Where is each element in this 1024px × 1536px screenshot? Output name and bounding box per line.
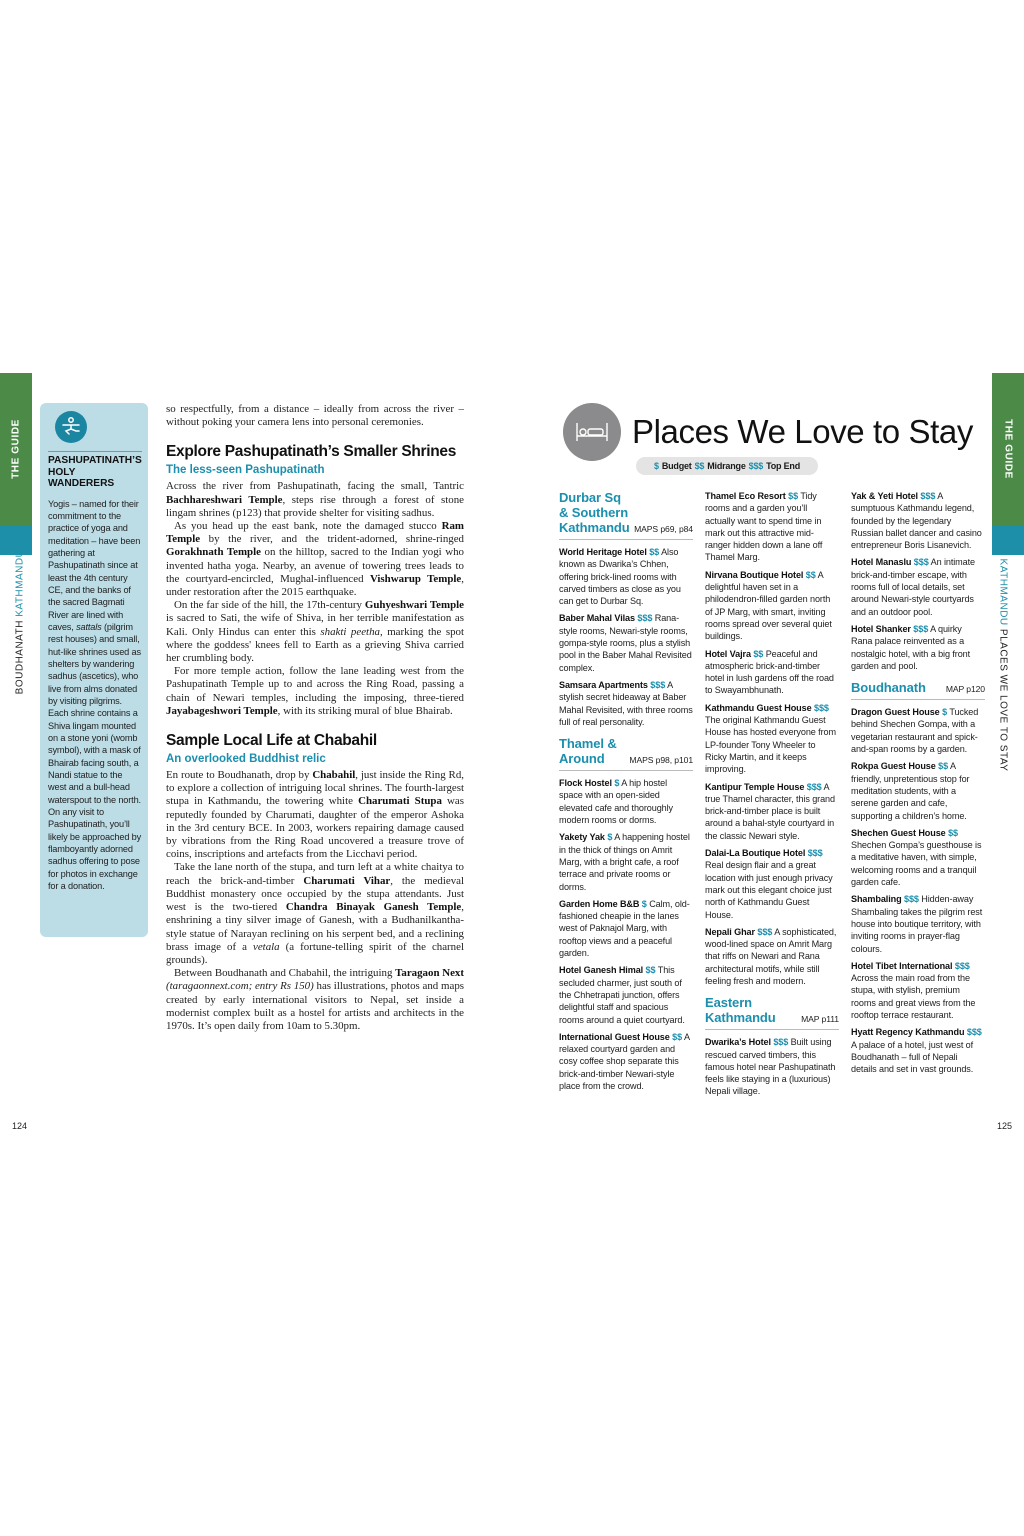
listing-item: [559, 679, 693, 728]
listing-name: Flock Hostel: [559, 778, 612, 789]
listing-item: [851, 706, 985, 755]
listing-description: Peaceful and atmospheric brick-and-timber hotel in lush gardens off the road to Swayambhunath.: [705, 648, 834, 696]
bed-icon: [563, 403, 621, 461]
body-paragraph: [166, 480, 464, 520]
body-paragraph: [166, 861, 464, 967]
listing-name: Hotel Shanker: [851, 623, 911, 634]
listing-description: This secluded charmer, just south of the Chhetrapati junction, offers delightful staff and spacious rooms around a quiet courtyard.: [559, 965, 685, 1025]
listing-description: Also known as Dwarika’s Chhen, offering brick-lined rooms with carved timbers as close as you can get to Durbar Sq.: [559, 547, 681, 607]
bold-term: Chandra Binayak Ganesh Temple: [285, 901, 462, 914]
text-run: , just inside the Ring Rd, to explore a collection of intriguing local shrines. The fourth-largest stupa in Kathmandu, the towering white: [166, 769, 464, 808]
price-legend: $ Budget $$ Midrange $$$ Top End: [636, 457, 818, 475]
area-heading: [851, 680, 985, 700]
text-run: , under restoration after the 2015 earthquake.: [166, 572, 464, 599]
listing-description: Rana-style rooms, Newari-style rooms, gompa-style rooms, plus a stylish pool in the Baber Mahal Revisited complex.: [559, 613, 692, 673]
text-run: , enshrining a tiny silver image of Ganesh, with a Budhanilkantha-style statue of Narayan reclining on his serpent bed, and a reclining brass image of a: [166, 901, 464, 953]
text-run: has illustrations, photos and maps created by early international visitors to Nepal, set inside a modernist complex built as a hostel for artists and architects in the 1970s. It’s open daily from 10am to 5.30pm.: [166, 980, 464, 1032]
listing-description: A palace of a hotel, just west of Boudhanath – full of Nepali details and set in vast grounds.: [851, 1039, 974, 1075]
tab-label: THE GUIDE: [10, 419, 22, 479]
listing-description: Real design flair and a great location with just enough privacy mark out this elegant choice just north of Kathmandu Guest House.: [705, 860, 833, 920]
bold-term: Bachhareshwari Temple: [166, 493, 283, 506]
section-subheading: The less-seen Pashupatinath: [166, 464, 325, 477]
listing-item: [851, 623, 985, 672]
page-number-right: 125: [997, 1121, 1013, 1131]
listing-item: [851, 827, 985, 888]
listing-description: Built using rescued carved timbers, this famous hotel near Pashupatinath feels like staying in a (luxurious) Nepali village.: [705, 1037, 836, 1097]
listing-name: Dwarika’s Hotel: [705, 1037, 771, 1048]
listing-name: Shechen Guest House: [851, 827, 946, 838]
section-subheading: An overlooked Buddhist relic: [166, 753, 326, 766]
yoga-icon: [55, 411, 87, 443]
listing-name: Samsara Apartments: [559, 679, 648, 690]
bold-term: Vishwarup Temple: [369, 572, 462, 585]
price-badge: $$: [753, 648, 764, 659]
sidebar-body: [48, 498, 142, 893]
italic-term: vetala: [253, 940, 280, 953]
area-name: Durbar Sq & Southern Kathmandu: [559, 490, 630, 535]
price-badge: $$$: [813, 702, 829, 713]
stay-header: [563, 403, 983, 483]
listing-description: A sumptuous Kathmandu legend, founded by the legendary Russian ballet dancer and casino entrepreneur Boris Lisanevich.: [851, 491, 982, 551]
text-run: so respectfully, from a distance – ideally from across the river – without poking your camera lens into personal ceremonies.: [166, 403, 464, 429]
price-badge: $$: [805, 569, 816, 580]
listing-item: [705, 490, 839, 564]
price-badge: $$: [948, 827, 958, 838]
listing-name: Dragon Guest House: [851, 707, 940, 718]
body-paragraph: [166, 599, 464, 665]
sidebar-title: PASHUPATINATH’S HOLY WANDERERS: [48, 455, 142, 489]
listing-item: [705, 1036, 839, 1097]
price-badge: $$$: [650, 679, 666, 690]
text-run: , with its striking mural of blue Bhairab.: [277, 704, 453, 717]
listing-description: Calm, old-fashioned cheapie in the lanes west of Paknajol Marg, with rooftop views and a peaceful garden.: [559, 898, 690, 959]
listing-description: Tidy rooms and a garden you’ll actually want to spend time in mark out this attractive mid-ranger hidden down a lane off Thamel Marg.: [705, 491, 823, 563]
text-run: As you head up the east bank, note the damaged stucco: [174, 520, 442, 533]
listing-item: [705, 569, 839, 643]
listing-name: Dalai-La Boutique Hotel: [705, 848, 806, 859]
section-tab-right: [992, 373, 1024, 555]
running-head-city: KATHMANDU: [997, 558, 1009, 626]
listing-item: [559, 546, 693, 607]
italic-term: (taragaonnext.com; entry Rs 150): [166, 980, 314, 993]
listing-name: Thamel Eco Resort: [705, 491, 786, 501]
page-number-left: 124: [12, 1121, 28, 1131]
listings-columns: [559, 490, 985, 1098]
listing-description: A sophisticated, wood-lined space on Amrit Marg that riffs on Newari and Rana architectural motifs, while still feeling fresh and modern.: [705, 926, 837, 986]
listing-item: [705, 702, 839, 776]
price-badge: $$$: [807, 848, 823, 859]
bold-term: Jayabageshwori Temple: [166, 704, 278, 717]
listing-item: [705, 926, 839, 987]
price-badge: $: [607, 832, 613, 843]
price-badge: $$: [649, 547, 660, 557]
text-run: For more temple action, follow the lane leading west from the Pashupatinath Temple up to and across the Ring Road, passing a chain of Newari temples, including the imposing, three-tiered: [166, 665, 464, 704]
text-run: , the medieval Buddhist monastery once occupied by the stupa attendants. Just west is the two-tiered: [166, 874, 464, 914]
price-badge: $$$: [913, 557, 929, 568]
listing-description: A true Thamel character, this grand brick-and-timber place is built around a bahal-style courtyard in the classic Newari style.: [705, 781, 835, 841]
listing-item: [851, 893, 985, 954]
section-tab-left: [0, 373, 32, 555]
listing-description: A relaxed courtyard garden and cosy coffee shop separate this brick-and-timber Newari-style place from the crowd.: [559, 1031, 690, 1091]
price-badge: $$: [938, 761, 949, 772]
intro-paragraph: [166, 403, 464, 429]
listing-item: [559, 777, 693, 826]
listing-name: Rokpa Guest House: [851, 761, 936, 772]
text-run: Yogis – named for their commitment to the practice of yoga and meditation – have been gathering at Pashupatinath since at least the 4th century CE, and the banks of the sacred Bagmati River are lined with caves,: [48, 498, 141, 632]
listing-name: Yakety Yak: [559, 832, 605, 843]
text-run: on the hilltop, sacred to the Indian yogi who invented hatha yoga. Nearby, an avenue of towering trees leads to the courtyard-encircled, Mughal-influenced: [166, 546, 465, 585]
listing-item: [559, 964, 693, 1025]
listing-description: Shechen Gompa’s guesthouse is a meditative haven, with simple, welcoming rooms and a tranquil garden cafe.: [851, 840, 982, 888]
area-map-ref: MAP p111: [801, 1013, 839, 1024]
listing-name: Hotel Tibet International: [851, 960, 953, 971]
listing-name: Baber Mahal Vilas: [559, 613, 635, 624]
section-heading: Explore Pashupatinath’s Smaller Shrines: [166, 443, 457, 461]
bold-term: Ram Temple: [166, 520, 464, 546]
area-map-ref: MAPS p98, p101: [629, 754, 693, 765]
listing-description: Hidden-away Shambaling takes the pilgrim rest house into boutique territory, with inviting rooms in prayer-flag colours.: [851, 894, 983, 954]
listing-name: Kantipur Temple House: [705, 781, 805, 792]
body-paragraph: [166, 520, 464, 599]
listing-description: Across the main road from the stupa, with stylish, premium rooms and great views from the rooftop terrace restaurant.: [851, 973, 976, 1020]
text-run: Take the lane north of the stupa, and turn left at a white chaitya to reach the brick-and-timber: [166, 861, 464, 887]
text-run: is sacred to Sati, the wife of Shiva, in her terrible manifestation as Kali. Only Hindus can enter this: [166, 612, 464, 638]
price-badge: $$$: [954, 960, 970, 971]
listing-description: A hip hostel space with an open-sided elevated cafe and thoroughly modern rooms or dorms.: [559, 778, 673, 826]
area-heading: [705, 995, 839, 1030]
text-run: On the far side of the hill, the 17th-century: [174, 599, 365, 612]
text-run: Between Boudhanath and Chabahil, the intriguing: [174, 967, 396, 980]
sidebar-box: [40, 403, 148, 937]
text-run: Across the river from Pashupatinath, facing the small, Tantric: [166, 480, 464, 493]
listing-item: [559, 831, 693, 892]
listing-item: [851, 556, 985, 617]
listing-name: World Heritage Hotel: [559, 547, 647, 557]
price-badge: $: [641, 898, 647, 909]
listing-item: [851, 960, 985, 1021]
main-article: [166, 403, 464, 1033]
listing-description: A quirky Rana palace reinvented as a nostalgic hotel, with a big front garden and pool.: [851, 623, 971, 671]
listing-item: [705, 781, 839, 842]
bold-term: Gorakhnath Temple: [166, 546, 261, 559]
body-paragraph: [166, 769, 464, 861]
listing-item: [559, 612, 693, 673]
listing-name: Garden Home B&B: [559, 898, 640, 909]
price-badge: $$$: [806, 781, 822, 792]
running-head-section: BOUDHANATH: [14, 620, 26, 695]
price-badge: $$$: [637, 613, 653, 624]
running-head-left: [15, 550, 26, 695]
listing-name: Hotel Ganesh Himal: [559, 965, 644, 976]
listing-name: Nepali Ghar: [705, 926, 755, 937]
listing-description: An intimate brick-and-timber escape, with rooms full of local details, set around Newari-style courtyards and an outdoor pool.: [851, 557, 976, 617]
listing-name: Nirvana Boutique Hotel: [705, 569, 804, 580]
area-heading: [559, 736, 693, 771]
running-head-right: [998, 559, 1009, 772]
body-paragraph: [166, 665, 464, 718]
listing-name: Yak & Yeti Hotel: [851, 491, 918, 501]
listing-description: A delightful haven set in a philodendron-filled garden north of JP Marg, with smart, inviting rooms spread over several quiet buildings.: [705, 569, 832, 642]
text-run: , steps rise through a forest of stone lingam shrines (p123) that provide shelter for visiting sadhus.: [166, 493, 464, 519]
listing-name: Shambaling: [851, 894, 902, 905]
bold-term: Guhyeshwari Temple: [364, 599, 464, 612]
price-badge: $: [614, 778, 620, 789]
price-badge: $$: [788, 491, 799, 501]
italic-term: shakti peetha: [320, 625, 380, 638]
price-badge: $$: [672, 1031, 683, 1042]
area-heading: [559, 490, 693, 540]
area-map-ref: MAPS p69, p84: [634, 523, 693, 534]
listing-description: Tucked behind Shechen Gompa, with a vegetarian restaurant and spick-and-span rooms by a garden.: [851, 707, 979, 755]
text-run: by the river, and the trident-adorned, shrine-ringed: [200, 533, 464, 546]
price-badge: $$$: [966, 1027, 982, 1038]
price-badge: $$$: [920, 491, 936, 501]
body-paragraph: [166, 967, 464, 1033]
listing-item: [559, 898, 693, 959]
listing-description: The original Kathmandu Guest House has hosted everyone from LP-founder Tony Wheeler to Ricky Martin, and it keeps improving.: [705, 715, 836, 775]
listing-name: Kathmandu Guest House: [705, 702, 812, 713]
price-badge: $$$: [903, 894, 919, 905]
listing-item: [851, 760, 985, 821]
listing-name: Hotel Vajra: [705, 648, 751, 659]
price-badge: $$: [645, 965, 656, 976]
bold-term: Charumati Vihar: [303, 874, 391, 887]
price-badge: $: [942, 707, 948, 718]
section-heading: Sample Local Life at Chabahil: [166, 732, 377, 750]
listing-item: [705, 648, 839, 697]
text-run: was reputedly founded by Charumati, daughter of the emperor Ashoka in the 3rd century BCE. In 2003, workers repairing damage caused by vibrations from the Ring Road uncovered a treasure trove of coins, inscriptions and artefacts from the Licchavi period.: [166, 795, 464, 861]
text-run: , marking the spot where the goddess' knees fell to Earth as a grieving Shiva carried her crumbling body.: [166, 625, 464, 665]
page-title: Places We Love to Stay: [632, 413, 973, 450]
listing-item: [851, 1026, 985, 1075]
text-run: (pilgrim rest houses) and small, hut-like shrines used as shelters by wandering sadhus (ascetics), who live from alms donated by visiting pilgrims. Each shrine contains a Shiva lingam mounted on a stone yoni (womb symbol), with a mask of Bhairab facing south, a Nandi statue to the west and a bull-head waterspout to the north. On any visit to Pashupatinath, you’ll likely be approached by flamboyantly adorned sadhus offering to pose for photos in exchange for a donation.: [48, 621, 142, 892]
area-map-ref: MAP p120: [945, 683, 985, 694]
listing-description: A friendly, unpretentious stop for meditation students, with a serene garden and cafe, supporting a children’s home.: [851, 761, 970, 821]
text-run: En route to Boudhanath, drop by: [166, 769, 313, 782]
area-name: Boudhanath: [851, 680, 926, 696]
price-badge: $$$: [757, 926, 773, 937]
running-head-city: KATHMANDU: [14, 549, 26, 617]
listing-description: A stylish secret hideaway at Baber Mahal Revisited, with three rooms full of real personality.: [559, 679, 693, 727]
area-name: Eastern Kathmandu: [705, 995, 776, 1026]
area-name: Thamel & Around: [559, 736, 617, 767]
listing-item: [559, 1031, 693, 1092]
bold-term: Charumati Stupa: [358, 795, 442, 808]
italic-term: sattals: [76, 621, 102, 632]
listing-name: International Guest House: [559, 1031, 670, 1042]
listing-item: [851, 490, 985, 551]
listing-name: Hyatt Regency Kathmandu: [851, 1027, 965, 1038]
tab-label: THE GUIDE: [1002, 419, 1014, 479]
bold-term: Taragaon Next: [395, 967, 465, 980]
listing-description: A happening hostel in the thick of things on Amrit Marg, with a bright cafe, a roof terrace and private rooms or dorms.: [559, 832, 690, 892]
listing-name: Hotel Manaslu: [851, 557, 912, 568]
running-head-section: PLACES WE LOVE TO STAY: [997, 628, 1009, 772]
bold-term: Chabahil: [312, 769, 356, 782]
price-badge: $$$: [773, 1037, 789, 1048]
price-badge: $$$: [913, 623, 929, 634]
text-run: (a fortune-telling spirit of the charnel grounds).: [166, 940, 464, 966]
listing-item: [705, 847, 839, 921]
